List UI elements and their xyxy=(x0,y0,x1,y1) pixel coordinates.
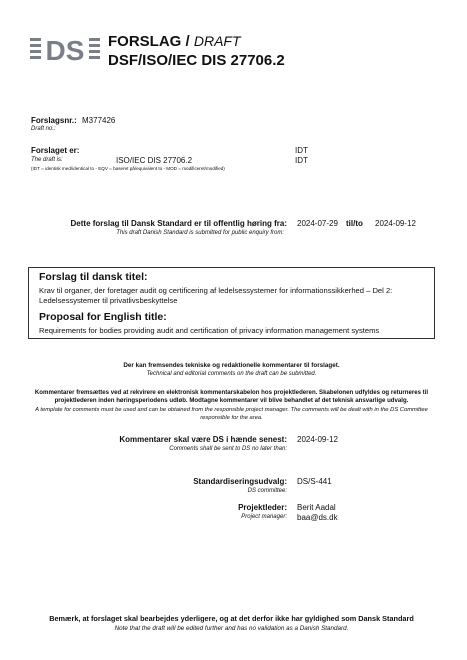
proposal-is-value: ISO/IEC DIS 27706.2 xyxy=(116,156,193,165)
proposal-is-label: Forslaget er: xyxy=(31,146,80,155)
committee-value: DS/S-441 xyxy=(297,477,332,486)
committee-sublabel: DS committee: xyxy=(247,488,287,494)
manager-name: Berit Aadal xyxy=(297,503,336,512)
proposal-no-sublabel: Draft no.: xyxy=(31,126,56,132)
header-title xyxy=(108,33,241,50)
enquiry-label: Dette forslag til Dansk Standard er til offentlig høring fra: xyxy=(70,219,287,228)
title-draft: DRAFT xyxy=(193,33,241,49)
footer-note: Bemærk, at forslaget skal bearbejdes yderligere, og at det derfor ikke har gyldighed som Dansk Standard xyxy=(49,614,414,623)
standard-designation: DSF/ISO/IEC DIS 27706.2 xyxy=(108,52,285,69)
proposal-is-legend: (IDT = identisk med/identical to - EQV = baseret på/equivalent to - MOD = modificeret/modified) xyxy=(31,166,225,171)
titles-box xyxy=(28,267,435,339)
deadline-value: 2024-09-12 xyxy=(297,435,338,444)
deadline-sublabel: Comments shall be sent to DS no later than: xyxy=(169,446,287,452)
proposal-is-sublabel: The draft is: xyxy=(31,157,63,163)
manager-label: Projektleder: xyxy=(238,503,287,512)
english-title-heading: Proposal for English title: xyxy=(39,311,167,323)
enquiry-to-label: til/to xyxy=(346,219,363,228)
danish-title-heading: Forslag til dansk titel: xyxy=(39,271,148,283)
deadline-label: Kommentarer skal være DS i hænde senest: xyxy=(119,435,287,444)
comments-note-1: Der kan fremsendes tekniske og redaktionelle kommentarer til forslaget. xyxy=(123,362,340,369)
danish-title-text: Krav til organer, der foretager audit og certificering af ledelsessystemer for informationssikkerhed – Del 2: Ledelsessystemer til privatlivsbeskyttelse xyxy=(39,286,393,305)
manager-email: baa@ds.dk xyxy=(297,513,338,522)
proposal-is-col-value: IDT xyxy=(295,156,308,165)
committee-label: Standardiseringsudvalg: xyxy=(193,477,287,486)
enquiry-to: 2024-09-12 xyxy=(375,219,416,228)
enquiry-sublabel: This draft Danish Standard is submitted for public enquiry from: xyxy=(116,230,284,236)
proposal-no-value: M377426 xyxy=(82,116,116,125)
footer-note-en: Note that the draft will be edited further and has no validation as a Danish Standard. xyxy=(114,625,349,632)
logo-text: DS xyxy=(45,36,85,62)
title-prefix: FORSLAG / xyxy=(108,33,190,50)
enquiry-from: 2024-07-29 xyxy=(297,219,338,228)
comments-note-2: Kommentarer fremsættes ved at rekvirere en elektronisk kommentarskabelon hos projektlederen. Skabelonen udfyldes og returneres til projektlederen inden høringsperiodens udløb. Modtagne kommentarer vil blive behandlet af det teknisk ansvarlige udvalg. xyxy=(34,389,429,405)
manager-sublabel: Project manager: xyxy=(241,514,287,520)
ds-logo xyxy=(30,36,102,62)
proposal-no-label: Forslagsnr.: xyxy=(31,116,77,125)
proposal-is-col-header: IDT xyxy=(295,146,308,155)
english-title-text: Requirements for bodies providing audit and certification of privacy information management systems xyxy=(39,326,380,335)
comments-note-2-en: A template for comments must be used and can be obtained from the responsible project manager. The comments will be dealt with in the DS Committee responsible for the area. xyxy=(35,407,428,422)
comments-note-1-en: Technical and editorial comments on the draft can be submitted. xyxy=(146,371,317,377)
